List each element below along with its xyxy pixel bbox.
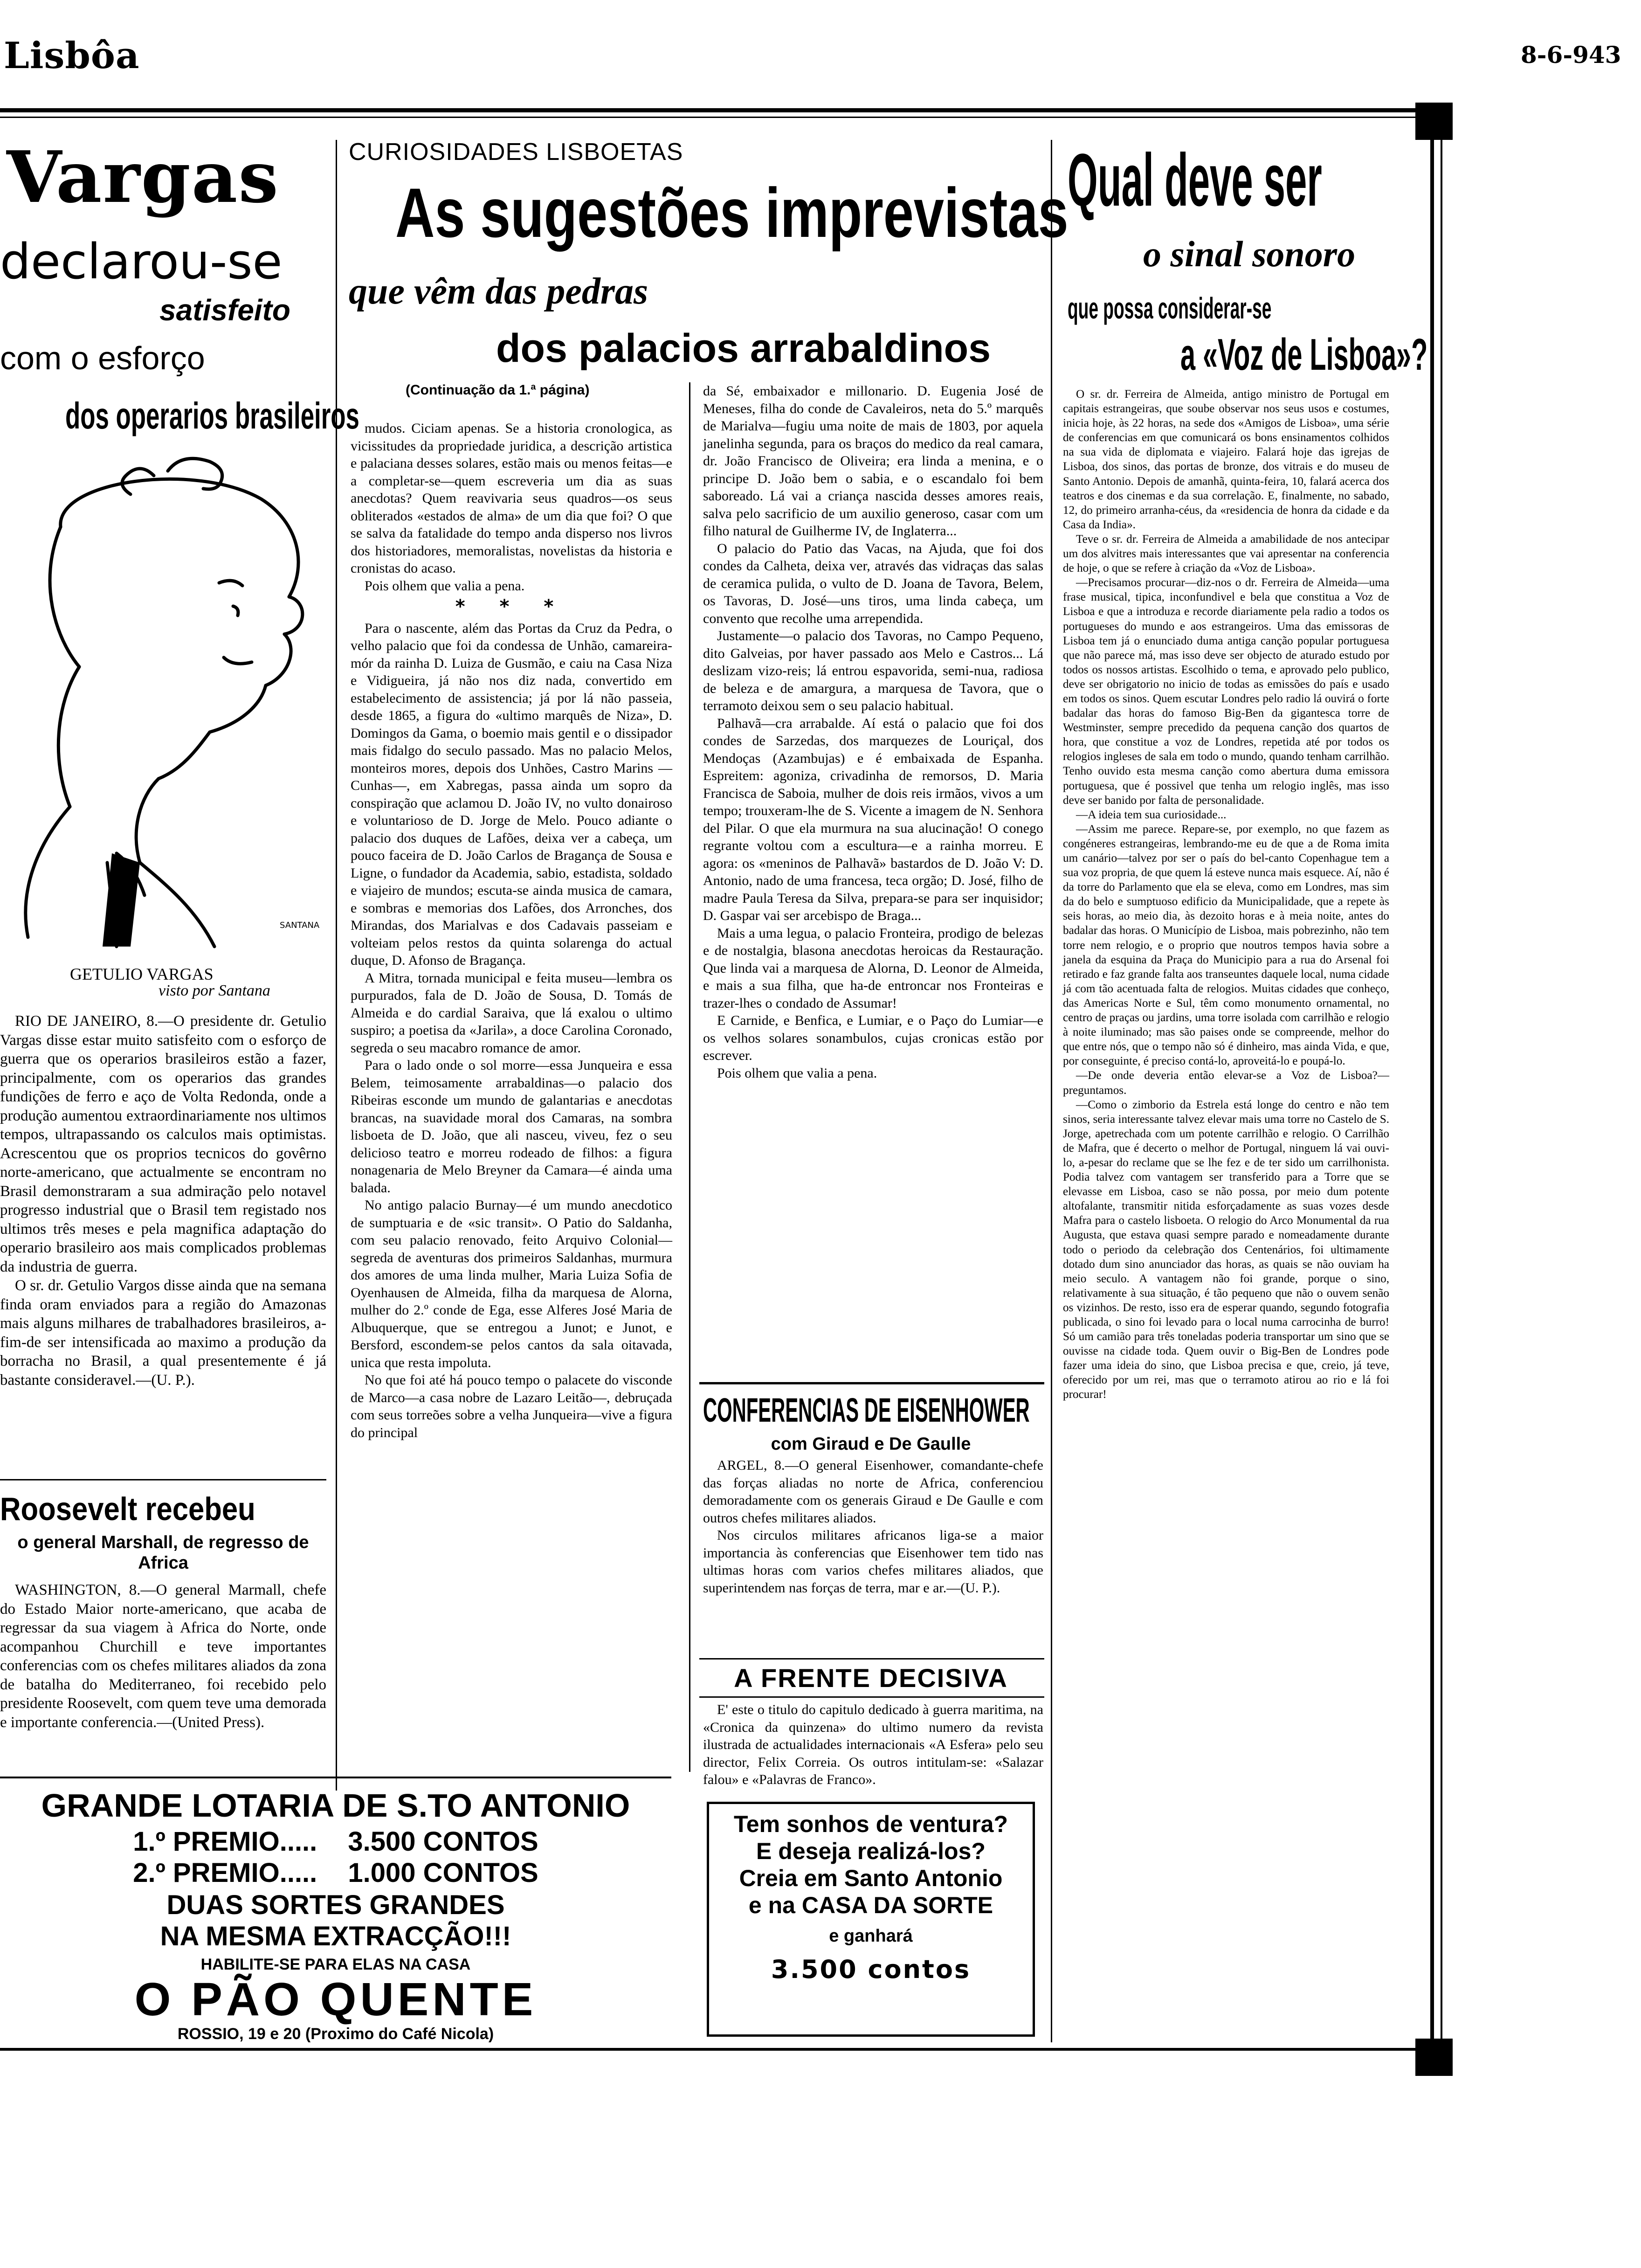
lotaria-prize-2 [0,1857,671,1888]
sinal-paragraph: O sr. dr. Ferreira de Almeida, antigo ministro de Portugal em capitais estrangeiras, que soube observar nos seus usos e costumes, inicia hoje, às 22 horas, na sede dos «Amigos de Lisboa», uma série de conferencias em que comunicará os bons ensinamentos colhidos na sua vida de diplomata e viajeiro. Falará hoje das igrejas de Lisboa, dos sinos, das portas de bronze, dos vitrais e do museu de Santo Antonio. Depois de amanhã, quinta-feira, 10, falará acerca dos teatros e dos cinemas e da sua correlação. E, finalmente, no sabado, 12, do primeiro arranha-céus, da «residencia de honra da cidade e da Casa da India». [1063,388,1389,531]
sinal-article [1063,387,1389,1402]
sinal-paragraph: Teve o sr. dr. Ferreira de Almeida a amabilidade de nos antecipar um dos alvitres mais interessantes que vai apresentar na conferencia de hoje, o que se refere à criação da «Voz de Lisboa». [1063,532,1389,575]
sinal-paragraph: —De onde deveria então elevar-se a Voz de Lisboa?—preguntamos. [1063,1069,1389,1097]
vargas-paragraph: O sr. dr. Getulio Vargos disse ainda que na semana finda oram enviados para a região do Amazonas mais alguns milhares de trabalhadores brasileiros, a-fim-de ser intensificada ao maximo a produção da borracha no Brasil, a qual presentemente é já bastante consideravel.—(U. P.). [0,1277,326,1389]
masthead-rule [0,108,1417,112]
vargas-caption-name: GETULIO VARGAS [70,965,214,983]
right-border-2 [1441,135,1442,2056]
curiosidades-paragraph: Justamente—o palacio dos Tavoras, no Campo Pequeno, dito Galveias, por haver passado aos Melo e Castros... Lá deslizam vizo-reis; lá entrou espavorida, semi-nua, radiosa de beleza e de amargura, a marquesa de Tavora, que o terramoto deixou sem o seu palacio habitual. [703,628,1043,713]
lotaria-shop-name: O PÃO QUENTE [134,1973,537,2026]
section-rule [699,1696,1044,1698]
vargas-headline-adj: satisfeito [159,293,290,327]
artist-signature: SANTANA [280,920,320,930]
vargas-headline-tail-text: dos operarios brasileiros [65,395,359,436]
vargas-headline-obj: com o esforço [0,340,205,376]
sinal-headline-3: que possa considerar-se [1068,291,1272,325]
curiosidades-paragraph: No antigo palacio Burnay—é um mundo anecdotico de sumptuaria e de «sic transit». O Patio do Saldanha, com seu palacio renovado, feito Arquivo Colonial—segreda de aventuras dos primeiros Saldanhas, murmura dos amores de uma linda mulher, Maria Luiza Sofia de Oyenhausen de Almeida, filha da marquesa de Alorna, mulher do 2.º conde de Ega, esse Alferes José Maria de Albuquerque, que se entregou a Junot; e Junot, e Bersford, escondem-se pelos cantos da sala oitavada, unica que resta impoluta. [351,1197,672,1370]
curiosidades-paragraph: Pois olhem que valia a pena. [717,1065,877,1081]
prize-2-label: 2.º PREMIO..... [133,1858,317,1888]
sorte-line: Tem sonhos de ventura? [733,1811,1008,1837]
sorte-line: e na CASA DA SORTE [748,1892,993,1918]
frente-article [703,1701,1043,1789]
masthead-rule-thin [0,117,1417,118]
bottom-rule [0,2048,1417,2051]
sinal-paragraph: —Como o zimborio da Estrela está longe do centro e não tem sinos, seria interessante talvez elevar mais uma torre no Castelo de S. Jorge, apetrechada com um potente carrilhão e relogio. O Carrilhão de Mafra, que é decerto o melhor de Portugal, ninguem lá vai ouvi-lo, a-pesar do reclame que se lhe fez e de ter sido um carrilhonista. Podia talvez com vantagem ser transferido para a Torre que se elevasse em Lisboa, caso se não possa, por meio dum potente altofalante, transmitir nitida esforçadamente as suas vozes desde Mafra para o castelo lisboeta. O relogio do Arco Monumental da rua Augusta, que estava quasi sempre parado e nomeadamente durante todo o periodo da celebração dos Centenários, foi ultimamente dotado dum sino anunciador das horas, as quais se não ouviam ha meio seculo. A vantagem não foi grande, porque o sino, relativamente à sua situação, é tão pequeno que não o ouvem senão os vizinhos. De resto, isso era de esperar quando, segundo fotografia publicada, o sino foi levado para o local numa carrocinha de burro! Só um camião para três toneladas poderia transportar um sino que se ouvisse na cidade toda. Quem ouvir o Big-Ben de Londres pode fazer uma ideia do sino, que Lisboa precisa e que, creio, já teve, oferecido por um rei, mas que o terramoto atirou ao rio e lá foi procurar! [1063,1098,1389,1401]
eisenhower-article [703,1457,1043,1597]
masthead-date: 8-6-943 [1521,41,1621,69]
lotaria-line: NA MESMA EXTRACÇÃO!!! [160,1921,511,1951]
curiosidades-column-1 [351,420,672,1441]
eisenhower-subhead: com Giraud e De Gaulle [771,1434,971,1454]
section-rule [0,1479,326,1480]
section-rule [699,1658,1044,1660]
sorte-line: e ganhará [829,1926,913,1946]
section-rule [699,1382,1044,1384]
curiosidades-paragraph: Palhavã—cra arrabalde. Aí está o palacio que foi dos condes de Sarzedas, dos marquezes de Louriçal, dos Mendoças (Azambujas) e é embaixada de Espanha. Espreitem: agoniza, crivadinha de remorsos, D. Maria Francisca de Saboia, mulher de dois reis irmãos, vivos a um tempo; trouxeram-lhe de S. Vicente a imagem de N. Senhora del Pilar. O que ela murmura na sua alucinação! O conego regrante voltou com a escultura—e a rainha morreu. E agora: os «meninos de Palhavã» bastardos de D. João V: D. Antonio, nado de uma francesa, teca orgão; D. José, filho de madre Paula Teresa da Silva, prepara-se para ser inquisidor; D. Gaspar vai ser arcebispo de Braga... [703,715,1043,923]
sinal-headline-3-wrap [1068,291,1419,325]
roosevelt-article [0,1581,326,1732]
section-rule [0,1777,671,1778]
corner-ornament [1415,103,1453,140]
section-stars: * * * [455,596,568,617]
curiosidades-paragraph: Para o nascente, além das Portas da Cruz da Pedra, o velho palacio que foi da condessa de Unhão, camareira-mór da rainha D. Luiza de Gusmão, e caiu na Casa Niza e Vidigueira, já não nos diz nada, convertido em estabelecimento de assistencia; já por lá não passeia, desde 1865, a figura do «ultimo marquês de Niza», D. Domingos da Gama, o boemio mais gentil e o dissipador mais fidalgo do seculo passado. Mas no palacio Melos, monteiros mores, depois dos Unhões, Castro Marins —Cunhas—, em Xabregas, passa ainda um sopro da conspiração que aclamou D. João IV, no vulto donairoso e voluntarioso de D. Jorge de Melo. Pouco adiante o palacio dos duques de Lafões, deixa ver a cabeça, um pouco faceira de D. João Carlos de Bragança de Sousa e Ligne, o fundador da Academia, sabio, estadista, soldado e viajeiro de mundos; escuta-se ainda musica de camara, e sombras e memorias dos Lafões, dos Arronches, dos Mirandas, dos Marialvas e dos Cadavais passeiam e volteiam pelos restos da quinta solarenga do actual duque, D. Afonso de Bragança. [351,620,672,968]
lotaria-address: ROSSIO, 19 e 20 (Proximo do Café Nicola) [177,2025,494,2043]
curiosidades-headline: As sugestões imprevistas [395,173,1069,252]
column-rule [689,382,690,1772]
sinal-headline-1: Qual deve ser [1068,138,1322,221]
sinal-headline-4-wrap [1180,329,1593,380]
lotaria-prize-1 [0,1826,671,1857]
curiosidades-continuation: (Continuação da 1.ª página) [406,382,590,398]
curiosidades-paragraph: Pois olhem que valia a pena. [365,578,525,594]
vargas-caption-credit: visto por Santana [159,982,270,999]
eisenhower-paragraph: ARGEL, 8.—O general Eisenhower, comandante-chefe das forças aliadas no norte de Africa, conferenciou demoradamente com os generais Giraud e De Gaulle e com outros chefes militares aliados. [703,1458,1043,1526]
curiosidades-paragraph: Mais a uma legua, o palacio Fronteira, prodigo de belezas e de nostalgia, blasona anecdotas heroicas da Restauração. Que linda vai a marquesa de Alorna, D. Leonor de Almeida, e mais a sua filha, que ha-de entroncar nos Fronteiras e trazer-lhes o condado de Assumar! [703,925,1043,1011]
lotaria-title: GRANDE LOTARIA DE S.TO ANTONIO [41,1787,630,1824]
curiosidades-paragraph: da Sé, embaixador e millonario. D. Eugenia José de Meneses, filha do conde de Cavaleiros, neta do 5.º marquês de Marialva—fugiu uma noite de mais de 1803, por aquela janelinha segunda, para os braços do medico da real camara, dr. João Francisco de Oliveira; era linda a menina, e o principe D. João bem o sabia, e o escandalo foi bem saboreado. Lá vai a criança nascida desses amores reais, salva pelo sacrificio de um auxilio generoso, casar com um filho natural de Guilherme IV, de Inglaterra... [703,383,1043,539]
curiosidades-paragraph: O palacio do Patio das Vacas, na Ajuda, que foi dos condes da Calheta, deixa ver, através das vidraças das salas de ceramica pulida, o vulto de D. Joana de Tavora, Belem, os Tavoras, D. José—uns tiros, uma linda cabeça, um convento que recolhe uma arrependida. [703,540,1043,626]
prize-1-value: 3.500 CONTOS [348,1826,538,1857]
column-rule [1051,140,1052,2042]
roosevelt-headline-wrap [0,1490,290,1528]
eisenhower-paragraph: Nos circulos militares africanos liga-se a maior importancia às conferencias que Eisenhower tem tido nas ultimas horas com varios chefes militares aliados, que superintendem nas forças de terra, mar e ar.—(U. P.). [703,1528,1043,1596]
sinal-paragraph: —Assim me parece. Repare-se, por exemplo, no que fazem as congéneres estrangeiras, lembrando-me eu de que a de Roma imita um canário—talvez por ser o país do bel-canto Copenhague tem a sua voz propria, de que quem lá esteve nunca mais esquece. Aí, não é da torre do Parlamento que ela se eleva, como em Londres, mas sim da do belo e sumptuoso edificio da Municipalidade, que a repete às seis horas, ao meio dia, às dezoito horas e à meia noite, antes do badalar das horas. O Município de Lisboa, mais pobrezinho, não tem torre nem relogio, e o proprio que noutros tempos havia sobre a janela da esquina da Praça do Municipio para a rua do Arsenal foi retirado e faz grande falta aos transeuntes daquele local, numa cidade já com tão acentuada falta de relogios. Muitas cidades que conheço, das Americas Norte e Sul, têm como monumento ornamental, no centro de praças ou jardins, uma torre isolada com carrilhão e relogio à noite iluminado; mas são paises onde se compreende, melhor do que entre nós, que o tempo não só é dinheiro, mas ainda Vida, e que, por conseguinte, é preciso contá-lo, aproveitá-lo e poupá-lo. [1063,823,1389,1068]
curiosidades-paragraph: E Carnide, e Benfica, e Lumiar, e o Paço do Lumiar—e os velhos solares sonambulos, cujas cronicas estão por escrever. [703,1013,1043,1063]
lotaria-line: DUAS SORTES GRANDES [166,1890,505,1920]
sinal-headline-1-wrap [1068,137,1557,223]
casa-da-sorte-ad [707,1802,1035,2037]
curiosidades-kicker: CURIOSIDADES LISBOETAS [349,138,683,166]
masthead-title: Lisbôa [4,35,140,77]
curiosidades-paragraph: A Mitra, tornada municipal e feita museu—lembra os purpurados, fala de D. João de Sousa, D. Tomás de Almeida e do cardial Saraiva, que lá exalou o ultimo suspiro; a poetisa da «Jarila», a doce Carolina Coronado, segreda o seu macabro romance de amor. [351,970,672,1056]
prize-2-value: 1.000 CONTOS [348,1858,538,1888]
right-border [1430,135,1434,2056]
curiosidades-column-2 [703,382,1043,1082]
curiosidades-paragraph: No que foi até há pouco tempo o palacete do visconde de Marco—a casa nobre de Lazaro Leitão—, debruçada com seus torreões sobre a velha Junqueira—vive a figura do principal [351,1372,672,1440]
sinal-paragraph: —A ideia tem sua curiosidade... [1076,808,1227,821]
vargas-headline-name: Vargas [7,135,279,219]
eisenhower-headline: CONFERENCIAS DE EISENHOWER [703,1392,1030,1429]
sinal-headline-2: o sinal sonoro [1143,234,1356,274]
roosevelt-subhead: o general Marshall, de regresso de Africa [17,1533,309,1573]
sorte-line: Creia em Santo Antonio [739,1865,1003,1891]
curiosidades-paragraph: mudos. Ciciam apenas. Se a historia cronologica, as vicissitudes da propriedade juridica, a descrição artistica e palaciana desses solares, estão mais ou menos feitas—e a completar-se—quem escreveria um dia as suas anecdotas? Quem reavivaria seus quadros—os seus obliterados «estados de alma» de um dia que foi? O que se salva da fatalidade do tempo anda disperso nos livros dos historiadores, memoralistas, novelistas da historia e cronistas do acaso. [351,421,672,576]
vargas-article [0,1012,326,1390]
lotaria-ad [0,1784,671,2041]
frente-headline: A FRENTE DECISIVA [734,1663,1008,1693]
roosevelt-headline: Roosevelt recebeu [0,1491,255,1527]
lotaria-line: HABILITE-SE PARA ELAS NA CASA [200,1956,471,1973]
curiosidades-subhead-bold: dos palacios arrabaldinos [496,326,991,371]
vargas-headline-verb: declarou-se [0,233,283,290]
curiosidades-subhead-italic: que vêm das pedras [349,271,648,312]
column-rule [336,140,337,1791]
roosevelt-paragraph: WASHINGTON, 8.—O general Marmall, chefe do Estado Maior norte-americano, que acaba de regressar da sua viagem à Africa do Norte, onde acompanhou Churchill e teve importantes conferencias com os chefes militares aliados da zona de batalha do Mediterraneo, foi recebido pelo presidente Roosevelt, com quem teve uma demorada e importante conferencia.—(United Press). [0,1582,326,1731]
prize-1-label: 1.º PREMIO..... [133,1826,317,1857]
frente-paragraph: E' este o titulo do capitulo dedicado à guerra maritima, na «Cronica da quinzena» do ultimo numero da revista ilustrada de actualidades internacionais «A Esfera» pelo seu director, Felix Correia. Os outros intitulam-se: «Salazar falou» e «Palavras de Franco». [703,1702,1043,1787]
curiosidades-paragraph: Para o lado onde o sol morre—essa Junqueira e essa Belem, teimosamente arrabaldinas—o palacio dos Ribeiras esconde um mundo de galantarias e anecdotas brancas, na suavidade moral dos Camaras, na sombra lisboeta de D. João, que ali nasceu, viveu, fez o seu delicioso teatro e morreu rodeado de filhos: a figura nonagenaria de Melo Breyner da Camara—é ainda uma balada. [351,1058,672,1196]
sorte-prize: 3.500 contos [771,1955,971,1984]
corner-ornament-bottom [1415,2039,1453,2076]
sinal-paragraph: —Precisamos procurar—diz-nos o dr. Ferreira de Almeida—uma frase musical, tipica, inconfundivel e bela que constitua a Voz de Lisboa e que a introduza e recorde diariamente pela radio a todos os portugueses do mundo e aos estrangeiros. Uma das emissoras de Lisboa tem já o enunciado duma antiga canção popular portuguesa que não parece má, mas isso deve ser objecto de aturado estudo por todos os nossos artistas. Escolhido o tema, e aprovado pelo publico, deve ser obrigatorio no inicio de todas as emissões do país e usado em todos os sinos. Quem escutar Londres pelo radio lá ouvirá o forte badalar das horas do famoso Big-Ben da gigantesca torre de Westminster, sempre precedido da pequena canção dos quartos de hora, que constitue a voz de Londres, repetida até por todos os relogios ingleses de sala em todo o mundo, quando tenham carrilhão. Tenho ouvido esta mesma canção como abertura duma emissora portuguesa, que é possivel que tenha um relogio inglês, mas isso deve ser banido por falta de personalidade. [1063,576,1389,807]
sinal-headline-4: a «Voz de Lisboa»? [1180,330,1428,380]
getulio-vargas-caricature [0,443,326,956]
vargas-paragraph: RIO DE JANEIRO, 8.—O presidente dr. Getulio Vargas disse estar muito satisfeito com o esforço de guerra que os operarios brasileiros estão a fazer, principalmente, com os operarios das grandes fundições de ferro e aço de Volta Redonda, onde a produção aumentou extraordinariamente nos ultimos tempos, ultrapassando os calculos mais optimistas. Acrescentou que os proprios tecnicos do govêrno norte-americano, que actualmente se encontram no Brasil demonstraram a sua admiração pelo notavel progresso industrial que o Brasil tem registado nos ultimos três meses e pela magnifica adaptação do operario brasileiro aos mais complicados problemas da industria de guerra. [0,1013,326,1275]
sorte-line: E deseja realizá-los? [756,1838,986,1864]
